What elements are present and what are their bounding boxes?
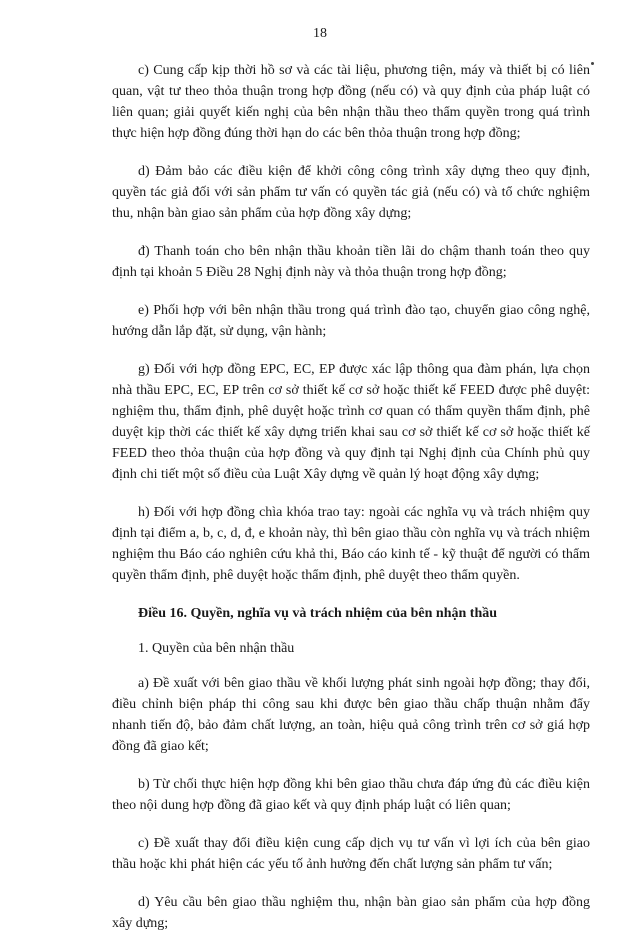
- right-b: b) Từ chối thực hiện hợp đồng khi bên giao thầu chưa đáp ứng đủ các điều kiện theo nội dung hợp đồng đã giao kết và quy định pháp luật có liên quan;: [112, 777, 590, 813]
- paragraph-g: g) Đối với hợp đồng EPC, EC, EP được xác lập thông qua đàm phán, lựa chọn nhà thầu EPC, EC, EP trên cơ sở thiết kế cơ sở hoặc thiết kế FEED được phê duyệt: nghiệm thu, thẩm định, phê duyệt hoặc trình cơ quan có thẩm quyền thẩm định, phê duyệt kịp thời các thiết kế xây dựng triển khai sau cơ sở thiết kế cơ sở hoặc thiết kế FEED theo thỏa thuận của hợp đồng và quy định tại Nghị định của Chính phủ quy định chi tiết một số điều của Luật Xây dựng về quản lý hoạt động xây dựng;: [112, 362, 590, 482]
- paragraph-c: c) Cung cấp kịp thời hồ sơ và các tài liệu, phương tiện, máy và thiết bị có liên quan, vật tư theo thỏa thuận trong hợp đồng (nếu có) và quy định của pháp luật có liên quan; giải quyết kiến nghị của bên nhận thầu theo thẩm quyền trong quá trình thực hiện hợp đồng đúng thời hạn do các bên thỏa thuận trong hợp đồng;: [112, 63, 590, 141]
- document-body: [112, 60, 590, 951]
- page-number: 18: [313, 26, 327, 41]
- right-a: a) Đề xuất với bên giao thầu về khối lượng phát sinh ngoài hợp đồng; thay đổi, điều chỉnh biện pháp thi công sau khi được bên giao thầu chấp thuận nhằm đẩy nhanh tiến độ, bảo đảm chất lượng, an toàn, hiệu quả công trình trên cơ sở giá hợp đồng đã giao kết;: [112, 676, 590, 754]
- right-d: d) Yêu cầu bên giao thầu nghiệm thu, nhận bàn giao sản phẩm của hợp đồng xây dựng;: [112, 895, 590, 931]
- article-heading: Điều 16. Quyền, nghĩa vụ và trách nhiệm của bên nhận thầu: [138, 606, 498, 621]
- scan-speck: [591, 62, 594, 65]
- right-c: c) Đề xuất thay đổi điều kiện cung cấp dịch vụ tư vấn vì lợi ích của bên giao thầu hoặc khi phát hiện các yếu tố ảnh hưởng đến chất lượng sản phẩm tư vấn;: [112, 836, 590, 872]
- paragraph-e: e) Phối hợp với bên nhận thầu trong quá trình đào tạo, chuyển giao công nghệ, hướng dẫn lắp đặt, sử dụng, vận hành;: [112, 303, 590, 339]
- paragraph-dd: đ) Thanh toán cho bên nhận thầu khoản tiền lãi do chậm thanh toán theo quy định tại khoản 5 Điều 28 Nghị định này và thỏa thuận trong hợp đồng;: [112, 244, 590, 280]
- paragraph-d: d) Đảm bảo các điều kiện để khởi công công trình xây dựng theo quy định, quyền tác giả đối với sản phẩm tư vấn có quyền tác giả (nếu có) và tổ chức nghiệm thu, nhận bàn giao sản phẩm của hợp đồng xây dựng;: [112, 164, 590, 221]
- section-heading: 1. Quyền của bên nhận thầu: [138, 641, 295, 656]
- paragraph-h: h) Đối với hợp đồng chìa khóa trao tay: ngoài các nghĩa vụ và trách nhiệm quy định tại điểm a, b, c, d, đ, e khoản này, thì bên giao thầu còn nghĩa vụ và trách nhiệm nghiệm thu Báo cáo nghiên cứu khả thi, Báo cáo kinh tế - kỹ thuật để người có thẩm quyền thẩm định, phê duyệt hoặc thẩm định, phê duyệt theo thẩm quyền.: [112, 505, 590, 583]
